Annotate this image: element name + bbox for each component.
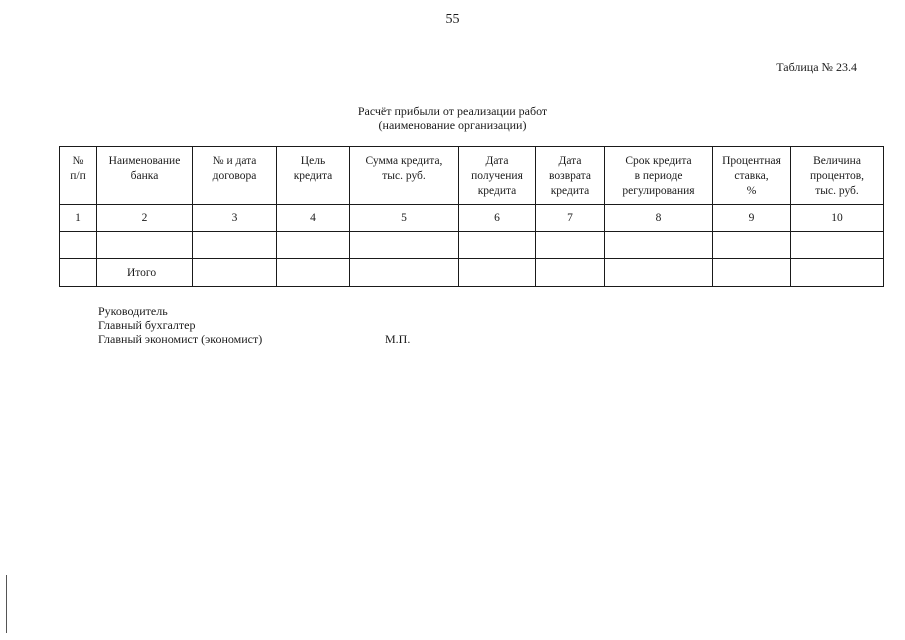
table-cell xyxy=(536,259,605,287)
column-number-cell: 3 xyxy=(193,205,277,232)
stamp-place-label: М.П. xyxy=(385,332,411,346)
header-cell: Цель кредита xyxy=(277,147,350,205)
table-cell xyxy=(459,259,536,287)
table-cell xyxy=(60,232,97,259)
column-number-cell: 10 xyxy=(791,205,884,232)
total-row xyxy=(60,259,884,287)
table-cell xyxy=(791,259,884,287)
column-number-cell: 9 xyxy=(713,205,791,232)
report-table xyxy=(59,146,884,287)
table-reference: Таблица № 23.4 xyxy=(776,60,857,74)
page-number: 55 xyxy=(445,12,460,27)
table-cell xyxy=(713,232,791,259)
table-cell xyxy=(60,259,97,287)
column-number-cell: 4 xyxy=(277,205,350,232)
table-cell xyxy=(350,259,459,287)
column-number-cell: 7 xyxy=(536,205,605,232)
table-cell xyxy=(97,232,193,259)
header-cell: Наименование банка xyxy=(97,147,193,205)
table-cell xyxy=(791,232,884,259)
subtitle-line: (наименование организации) xyxy=(378,118,527,132)
header-cell: Дата получения кредита xyxy=(459,147,536,205)
document-title xyxy=(0,104,905,132)
header-cell: Процентная ставка, % xyxy=(713,147,791,205)
title-line: Расчёт прибыли от реализации работ xyxy=(357,104,548,118)
signature-chief-accountant: Главный бухгалтер xyxy=(98,318,196,332)
table-cell xyxy=(350,232,459,259)
signature-block xyxy=(98,304,262,346)
column-number-cell: 5 xyxy=(350,205,459,232)
header-cell: № п/п xyxy=(60,147,97,205)
total-label: Итого xyxy=(97,259,193,287)
table-cell xyxy=(713,259,791,287)
table-cell xyxy=(605,259,713,287)
header-cell: Величина процентов, тыс. руб. xyxy=(791,147,884,205)
column-number-row xyxy=(60,205,884,232)
header-cell: Срок кредита в периоде регулирования xyxy=(605,147,713,205)
column-number-cell: 2 xyxy=(97,205,193,232)
header-cell: Дата возврата кредита xyxy=(536,147,605,205)
table-cell xyxy=(536,232,605,259)
column-number-cell: 1 xyxy=(60,205,97,232)
header-row xyxy=(60,147,884,205)
signature-head: Руководитель xyxy=(98,304,168,318)
column-number-cell: 8 xyxy=(605,205,713,232)
header-cell: Сумма кредита, тыс. руб. xyxy=(350,147,459,205)
table-cell xyxy=(277,232,350,259)
signature-chief-economist: Главный экономист (экономист) xyxy=(98,332,263,346)
table-cell xyxy=(277,259,350,287)
table-cell xyxy=(459,232,536,259)
header-cell: № и дата договора xyxy=(193,147,277,205)
table-cell xyxy=(193,232,277,259)
table-row xyxy=(60,232,884,259)
scan-edge-mark xyxy=(6,575,7,633)
table-cell xyxy=(605,232,713,259)
column-number-cell: 6 xyxy=(459,205,536,232)
table-cell xyxy=(193,259,277,287)
